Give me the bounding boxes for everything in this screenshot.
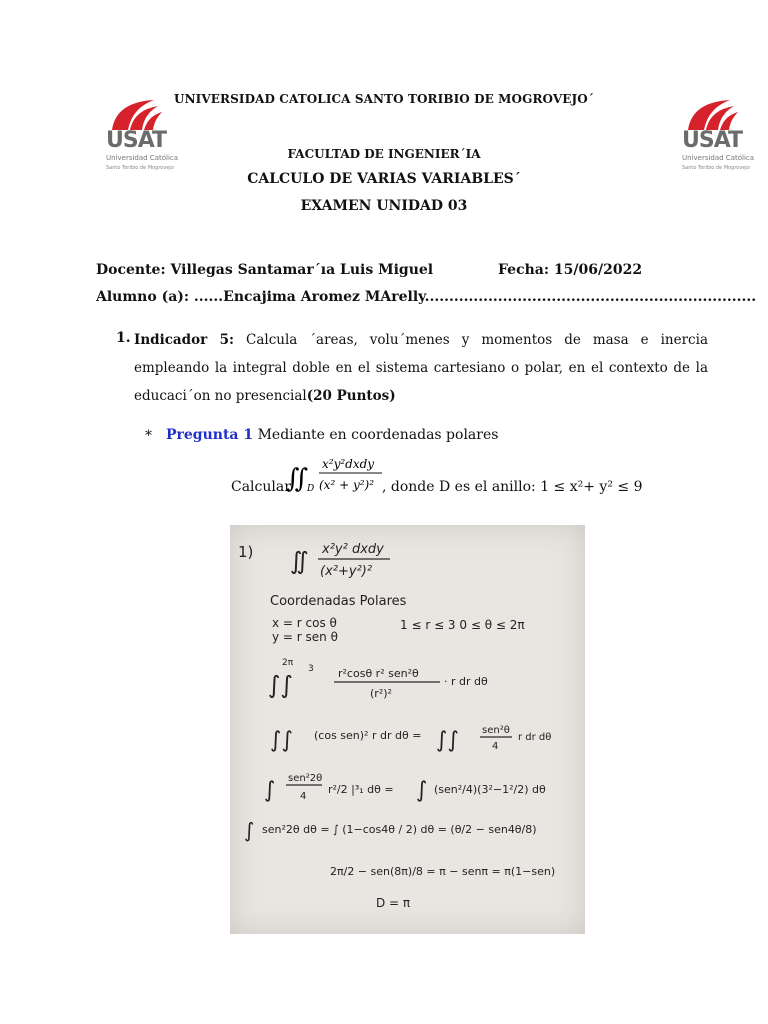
logo-subtitle: Universidad Católica — [106, 154, 179, 162]
svg-text:∫: ∫ — [264, 778, 276, 803]
question-number: 1. — [116, 330, 131, 346]
svg-text:sen²θ: sen²θ — [482, 725, 510, 736]
calcular-word: Calcular — [231, 479, 291, 495]
svg-text:· r dr dθ: · r dr dθ — [444, 675, 488, 688]
indicator-text: Calcula ´areas, volu´menes y momentos de masa e inercia empleando la integral doble en el sistema cartesiano o polar, en el contexto de la educaci´on no presencial — [134, 332, 708, 404]
points-label: (20 Puntos) — [306, 388, 396, 404]
svg-text:(x² + y²)²: (x² + y²)² — [319, 478, 375, 492]
domain-text: , donde D es el anillo: 1 ≤ x²+ y² ≤ 9 — [382, 479, 643, 495]
indicator-label: Indicador 5: — [134, 332, 234, 348]
university-title: UNIVERSIDAD CATOLICA SANTO TORIBIO DE MOGROVEJO´ — [174, 92, 594, 106]
subquestion-line — [166, 427, 498, 443]
svg-text:sen²2θ: sen²2θ — [288, 773, 323, 784]
pregunta-text: Mediante en coordenadas polares — [257, 427, 499, 443]
faculty-title: FACULTAD DE INGENIER´IA — [287, 147, 481, 161]
logo-subtitle: Universidad Católica — [682, 154, 755, 162]
question-text — [134, 326, 708, 410]
hw-line-5: 1 ≤ r ≤ 3 0 ≤ θ ≤ 2π — [400, 618, 525, 632]
svg-text:4: 4 — [492, 741, 499, 752]
svg-text:3: 3 — [308, 664, 314, 674]
usat-logo-right — [682, 98, 755, 178]
docente-line: Docente: Villegas Santamar´ıa Luis Miguel — [96, 262, 434, 278]
svg-text:∫: ∫ — [244, 818, 255, 842]
usat-logo-left — [106, 98, 179, 178]
svg-text:∫∫: ∫∫ — [436, 728, 459, 753]
exam-title: EXAMEN UNIDAD 03 — [300, 198, 468, 214]
svg-text:(x²+y²)²: (x²+y²)² — [320, 564, 373, 579]
svg-text:2π: 2π — [282, 658, 294, 668]
svg-text:D: D — [307, 484, 315, 494]
hw-line-1: 1) — [238, 543, 254, 561]
svg-text:∬: ∬ — [286, 464, 309, 494]
logo-subtitle-2: Santo Toribio de Mogrovejo — [106, 165, 174, 171]
svg-text:r dr dθ: r dr dθ — [518, 732, 552, 743]
alumno-line: Alumno (a): ......Encajima Aromez MArelly.................................................................... — [96, 289, 757, 305]
svg-text:4: 4 — [300, 791, 307, 802]
svg-text:∬: ∬ — [290, 547, 309, 575]
bullet-star: * — [145, 428, 152, 444]
svg-text:2π/2 − sen(8π)/8 = π − senπ =: 2π/2 − sen(8π)/8 = π − senπ = π(1−sen) — [330, 865, 556, 878]
course-title: CALCULO DE VARIAS VARIABLES´ — [247, 171, 521, 187]
svg-text:(cos sen)² r dr dθ =: (cos sen)² r dr dθ = — [314, 729, 422, 742]
svg-text:∫∫: ∫∫ — [270, 728, 293, 753]
logo-wordmark: USAT — [106, 128, 167, 153]
svg-text:x²y² dxdy: x²y² dxdy — [322, 542, 384, 557]
hw-line-4: y = r sen θ — [272, 630, 338, 644]
fecha-line: Fecha: 15/06/2022 — [498, 262, 643, 278]
handwritten-solution-photo — [230, 525, 585, 934]
hw-line-6: D = π — [376, 896, 411, 910]
integral-formula — [286, 453, 382, 499]
svg-text:sen²2θ dθ = ∫ (1−cos4θ / 2) dθ: sen²2θ dθ = ∫ (1−cos4θ / 2) dθ = (θ/2 − sen4θ/8) — [262, 823, 537, 836]
logo-wordmark: USAT — [682, 128, 743, 153]
svg-text:∫∫: ∫∫ — [268, 671, 294, 699]
hw-line-2: Coordenadas Polares — [270, 594, 407, 609]
svg-text:r²/2 |³₁ dθ =: r²/2 |³₁ dθ = — [328, 783, 394, 796]
hw-line-3: x = r cos θ — [272, 616, 337, 630]
svg-text:x²y²dxdy: x²y²dxdy — [322, 457, 375, 471]
svg-text:(r²)²: (r²)² — [370, 687, 392, 700]
svg-text:r²cosθ r² sen²θ: r²cosθ r² sen²θ — [338, 667, 419, 680]
svg-text:(sen²/4)(3²−1²/2) dθ: (sen²/4)(3²−1²/2) dθ — [434, 783, 546, 796]
pregunta-label: Pregunta 1 — [166, 427, 254, 443]
svg-text:∫: ∫ — [416, 778, 428, 803]
logo-subtitle-2: Santo Toribio de Mogrovejo — [682, 165, 750, 171]
